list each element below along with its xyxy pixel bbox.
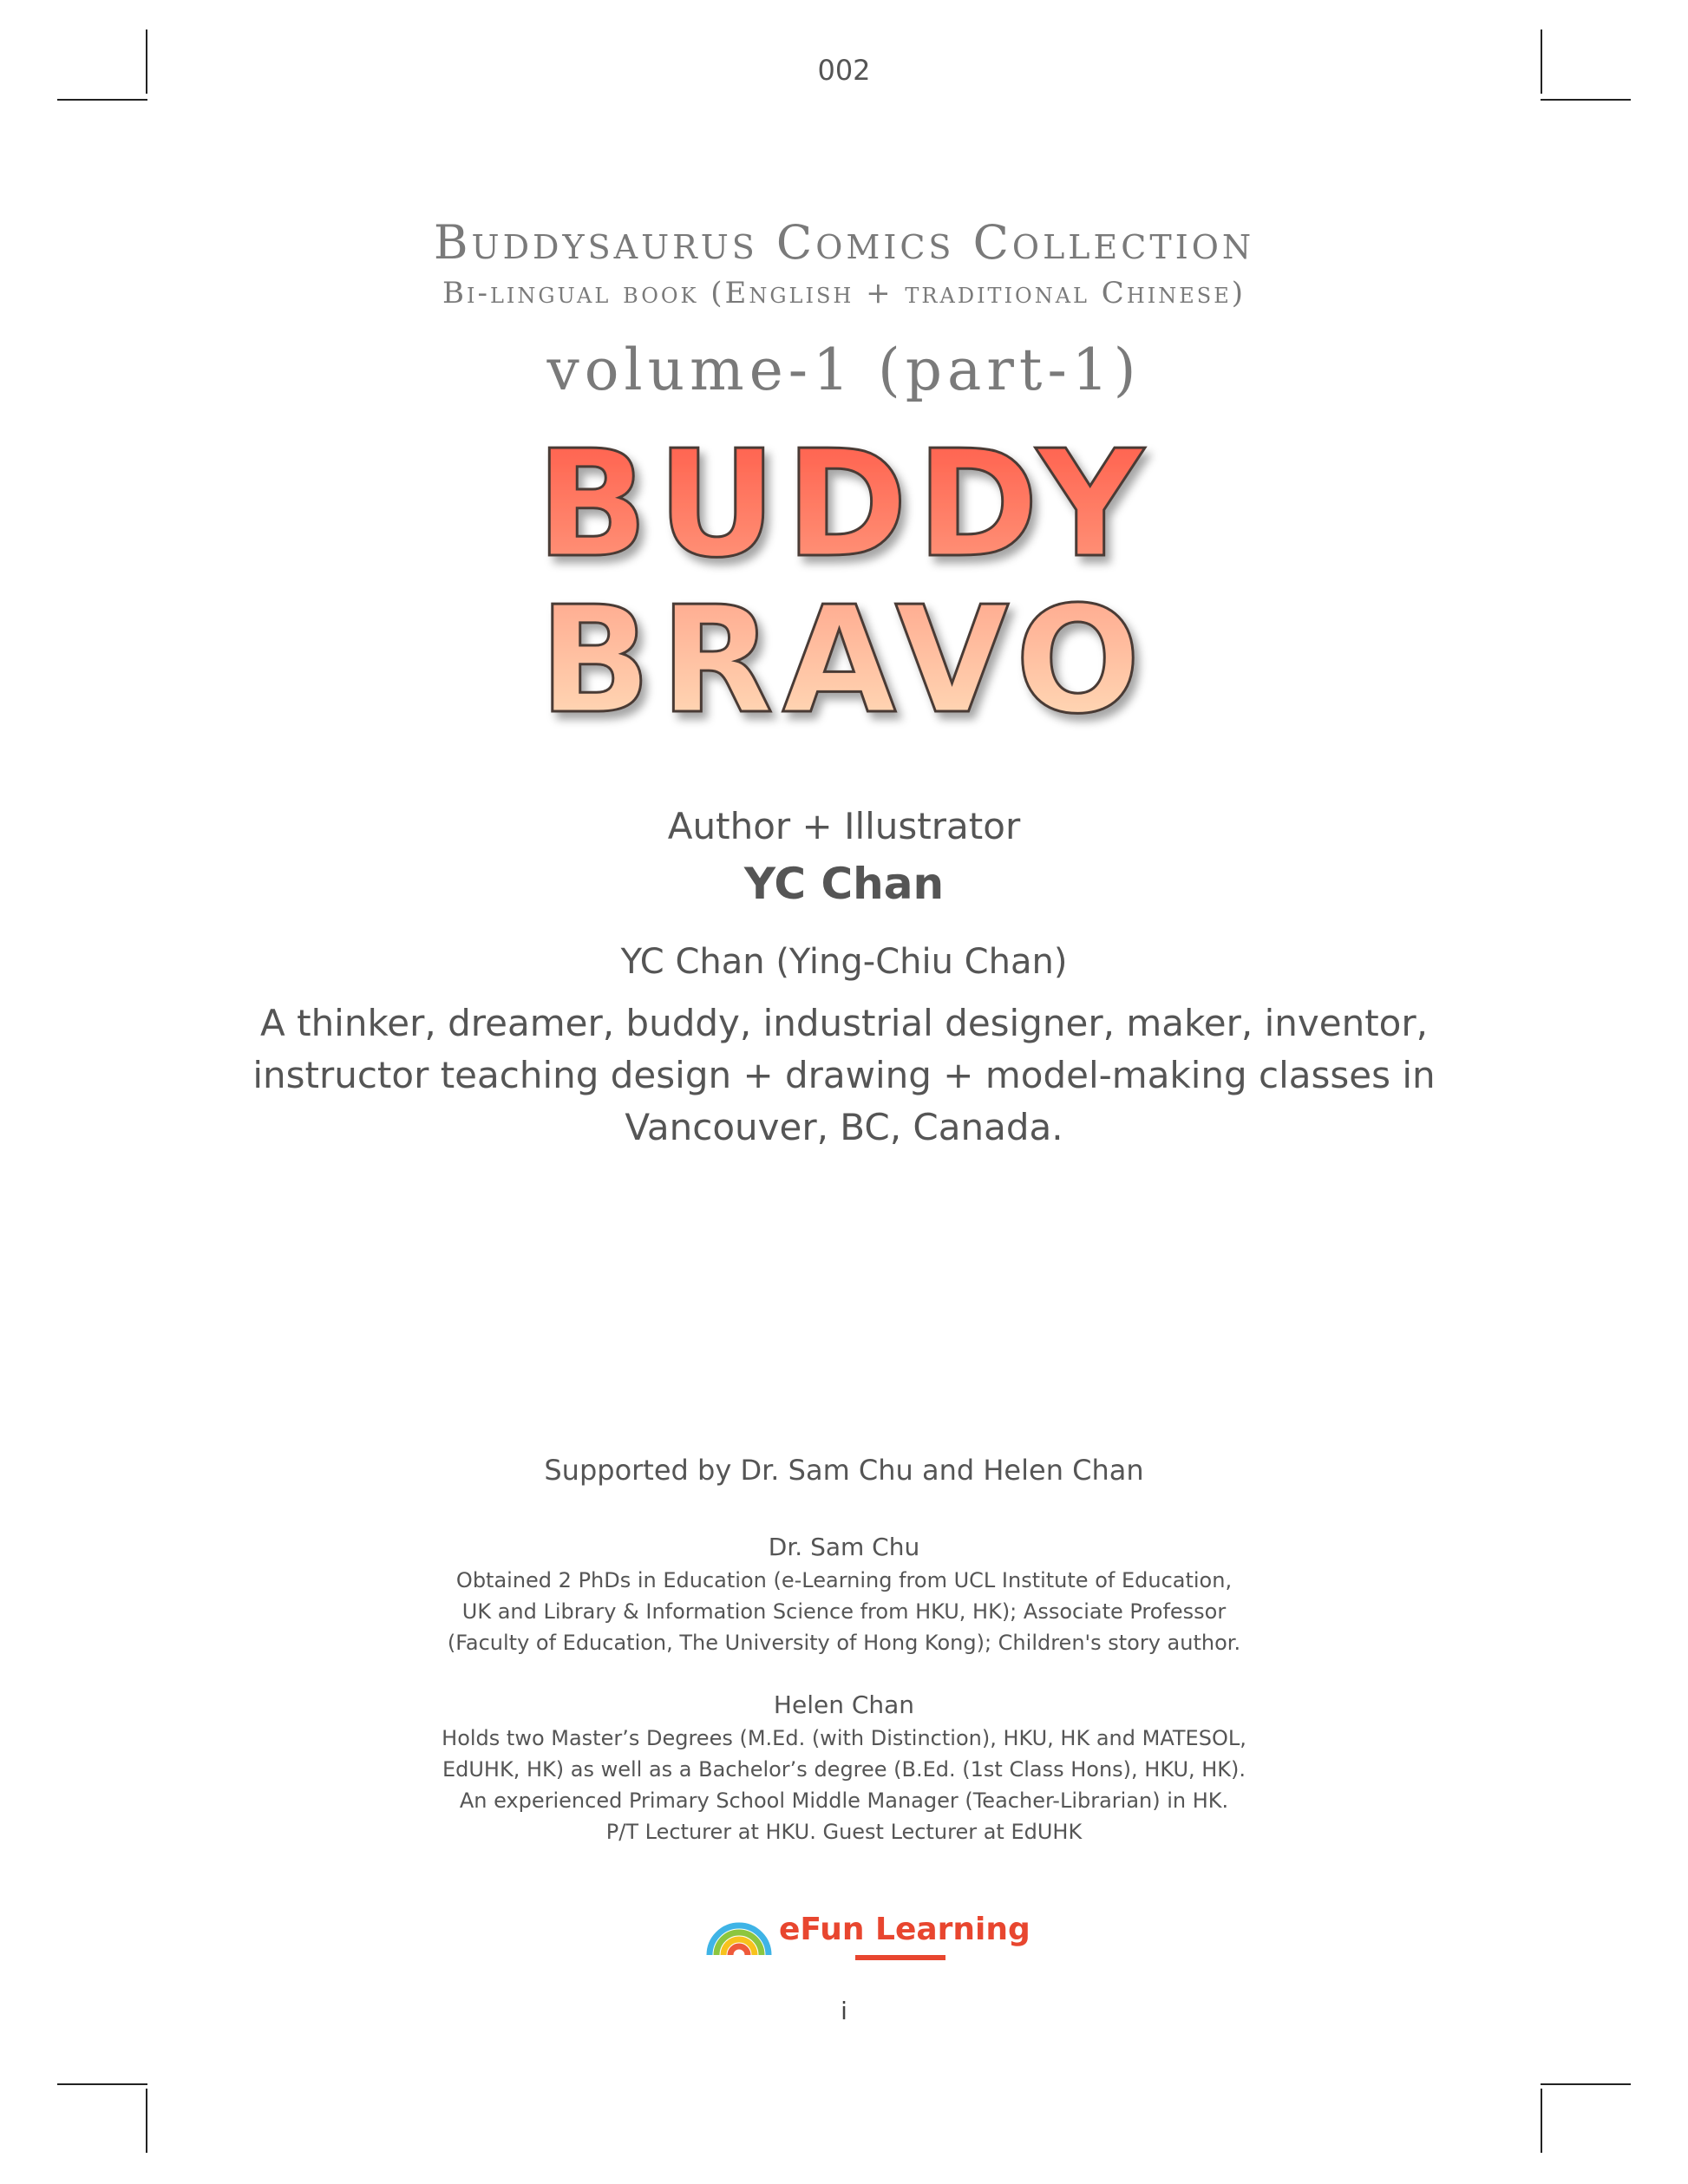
supporter-bio-line: Obtained 2 PhDs in Education (e-Learning from UCL Institute of Education, [455,1568,1233,1592]
supporter-name: Helen Chan [773,1690,915,1719]
volume-label: volume-1 (part-1) [546,337,1142,403]
author-role: Author + Illustrator [667,805,1021,847]
author-bio-line: Vancouver, BC, Canada. [625,1106,1063,1148]
crop-mark-bottom-right-vertical [1541,2089,1542,2153]
logo-underline [855,1955,945,1960]
supporter-bio-line: P/T Lecturer at HKU. Guest Lecturer at EdUHK [605,1820,1083,1844]
book-title-line2: BRAVO [539,575,1149,746]
supporter-bio-line: UK and Library & Information Science from HKU, HK); Associate Professor [461,1599,1227,1624]
book-title-line1: BUDDY [535,425,1153,591]
author-bio-line: A thinker, dreamer, buddy, industrial designer, maker, inventor, [260,1002,1428,1044]
crop-mark-bottom-left-horizontal [57,2083,147,2085]
supporter-bio-line: EdUHK, HK) as well as a Bachelor’s degree (B.Ed. (1st Class Hons), HKU, HK). [442,1757,1246,1782]
supporter-bio-line: An experienced Primary School Middle Manager (Teacher-Librarian) in HK. [459,1788,1229,1813]
supporter-block [0,1530,1688,1658]
author-name: YC Chan [743,859,945,909]
folio: i [841,1997,847,2025]
supporter-name: Dr. Sam Chu [768,1533,920,1561]
logo-text: eFun Learning [779,1912,1030,1947]
rainbow-icon [704,1910,774,1962]
series-subtitle: Bi-lingual book (English + traditional Chinese) [442,276,1246,311]
book-title [0,425,1688,746]
series-title: Buddysaurus Comics Collection [433,215,1255,270]
crop-mark-bottom-left-vertical [146,2089,147,2153]
supporter-bio-line: Holds two Master’s Degrees (M.Ed. (with Distinction), HKU, HK and MATESOL, [442,1726,1246,1750]
crop-mark-top-left-horizontal [57,99,147,101]
crop-mark-top-right-horizontal [1541,99,1631,101]
crop-mark-bottom-right-horizontal [1541,2083,1631,2085]
supporter-block [0,1688,1688,1847]
author-full-name: YC Chan (Ying-Chiu Chan) [620,942,1068,982]
author-bio [0,997,1688,1154]
supporter-bio-line: (Faculty of Education, The University of Hong Kong); Children's story author. [447,1631,1241,1655]
author-bio-line: instructor teaching design + drawing + model-making classes in [252,1054,1436,1096]
support-heading: Supported by Dr. Sam Chu and Helen Chan [544,1454,1144,1487]
page-number: 002 [817,54,871,87]
efun-learning-logo [704,1905,1030,1962]
